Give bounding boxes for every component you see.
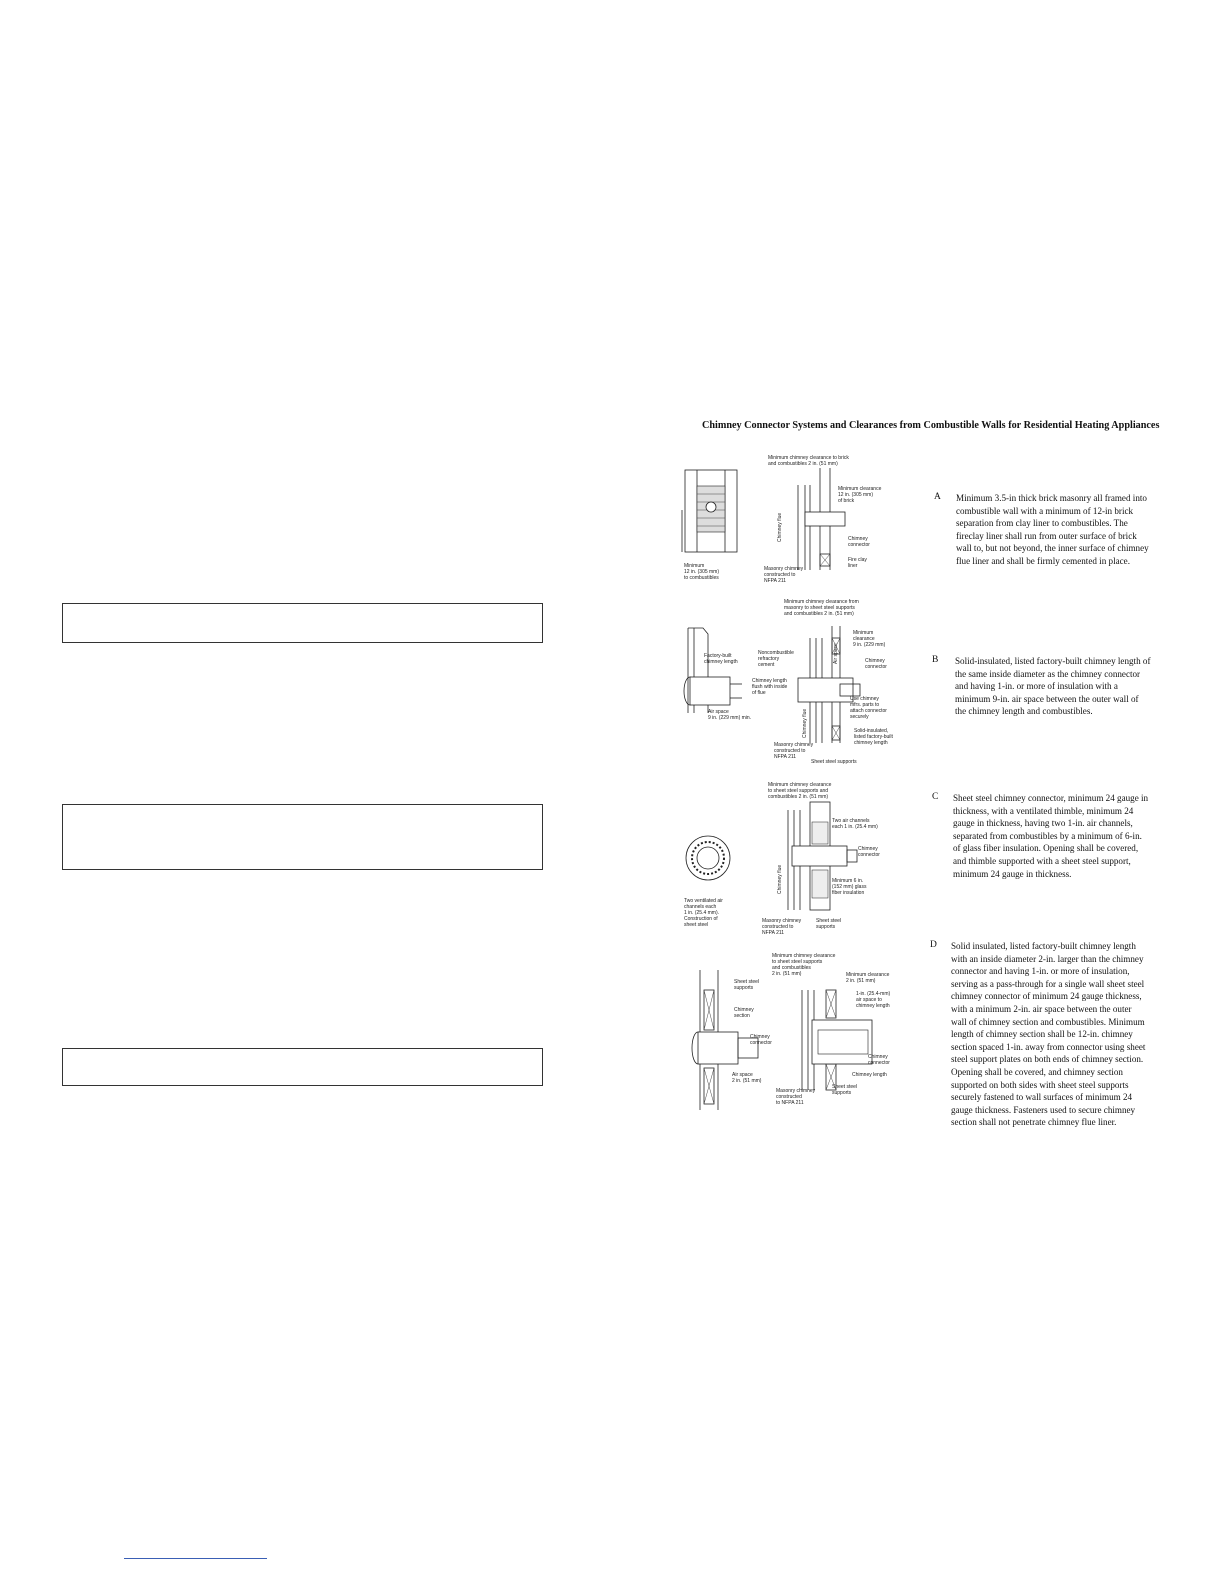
- fig-c-top-note-2: to sheet steel supports and: [768, 788, 829, 794]
- fig-b-top-note-2: masonry to sheet steel supports: [784, 605, 855, 611]
- fig-b-masonry-1: Masonry chimney: [774, 742, 814, 748]
- figure-a-wall-elevation: [682, 470, 737, 552]
- section-d-letter: D: [930, 940, 937, 950]
- figure-a: [680, 450, 910, 600]
- fig-d-connector-l-1: Chimney: [750, 1034, 770, 1040]
- fig-d-connector-l-2: connector: [750, 1040, 772, 1046]
- fig-d-supports-r-1: Sheet steel: [832, 1084, 858, 1090]
- fig-d-connector-r-1: Chimney: [868, 1054, 888, 1060]
- fig-b-top-note-1: Minimum chimney clearance from: [784, 599, 859, 605]
- fig-d-supports-r-2: supports: [832, 1090, 852, 1096]
- fig-a-top-note-1: Minimum chimney clearance to brick: [768, 455, 849, 461]
- fig-b-factory-1: Factory-built: [704, 653, 732, 659]
- fig-d-connector-r-2: connector: [868, 1060, 890, 1066]
- fig-d-length: Chimney length: [852, 1072, 887, 1078]
- fig-c-connector-1: Chimney: [858, 846, 878, 852]
- fig-a-connector-2: connector: [848, 542, 870, 548]
- document-title: Chimney Connector Systems and Clearances from Combustible Walls for Residential Heating Appliances: [702, 420, 1160, 431]
- fig-d-air-2: 2 in. (51 mm): [732, 1078, 762, 1084]
- fig-d-section-1: Chimney: [734, 1007, 754, 1013]
- fig-c-masonry-1: Masonry chimney: [762, 918, 802, 924]
- fig-b-clear-2: clearance: [853, 636, 875, 642]
- fig-a-min-1: Minimum: [684, 563, 705, 569]
- blank-text-box-2: [62, 804, 543, 870]
- fig-a-top-note-2: and combustibles 2 in. (51 mm): [768, 461, 838, 467]
- section-c-text: Sheet steel chimney connector, minimum 24 gauge in thickness, with a ventilated thimble, minimum 24 gauge in thickness, having two 1-in. air channels, separated from combustibles by a minimum of 6-in. of glass fiber insulation. Opening shall be covered, and thimble supported with a sheet steel support, minimum 24 gauge in thickness.: [953, 793, 1149, 879]
- section-a-text: Minimum 3.5-in thick brick masonry all framed into combustible wall with a minimum of 12-in brick separation from clay liner to combustibles. The fireclay liner shall run from outer surface of brick wall to, but not beyond, the inner surface of chimney flue liner and shall be firmly cemented in place.: [956, 493, 1149, 566]
- fig-b-airspace-1: Air space: [708, 709, 729, 715]
- fig-a-clear-3: of brick: [838, 498, 855, 504]
- blank-text-box-3: [62, 1048, 543, 1086]
- fig-c-glass-3: fiber insulation: [832, 890, 865, 896]
- fig-a-flue: Chimney flue: [777, 512, 783, 542]
- fig-a-min-2: 12 in. (305 mm): [684, 569, 720, 575]
- fig-a-min-3: to combustibles: [684, 575, 719, 581]
- fig-a-masonry-2: constructed to: [764, 572, 796, 578]
- fig-c-connector-2: connector: [858, 852, 880, 858]
- fig-d-section-2: section: [734, 1013, 750, 1019]
- fig-d-clear-2: 2 in. (51 mm): [846, 978, 876, 984]
- figure-d: [680, 950, 912, 1120]
- fig-a-clear-2: 12 in. (305 mm): [838, 492, 874, 498]
- fig-b-solid-3: chimney length: [854, 740, 888, 746]
- figure-c-thimble-end: [686, 836, 730, 880]
- fig-c-vent-2: channels each: [684, 904, 717, 910]
- fig-b-flush-1: Chimney length: [752, 678, 787, 684]
- fig-d-top-note-3: and combustibles: [772, 965, 811, 971]
- figure-a-section: [798, 468, 845, 570]
- fig-b-supports: Sheet steel supports: [811, 759, 857, 765]
- fig-b-top-note-3: and combustibles 2 in. (51 mm): [784, 611, 854, 617]
- fig-c-flue: Chimney flue: [777, 864, 783, 894]
- fig-a-masonry-3: NFPA 211: [764, 578, 787, 584]
- fig-c-supports-1: Sheet steel: [816, 918, 842, 924]
- fig-c-top-note-1: Minimum chimney clearance: [768, 782, 832, 788]
- fig-d-top-note-1: Minimum chimney clearance: [772, 953, 836, 959]
- blank-text-box-1: [62, 603, 543, 643]
- fig-b-solid-1: Solid-insulated,: [854, 728, 889, 734]
- fig-d-top-note-2: to sheet steel supports: [772, 959, 823, 965]
- figure-c: [680, 780, 910, 940]
- section-a-letter: A: [934, 492, 941, 502]
- fig-d-supports-l-1: Sheet steel: [734, 979, 760, 985]
- fig-b-refractory-3: cement: [758, 662, 775, 668]
- fig-d-top-note-4: 2 in. (51 mm): [772, 971, 802, 977]
- fig-b-flush-3: of flue: [752, 690, 766, 696]
- fig-b-masonry-3: NFPA 211: [774, 754, 797, 760]
- fig-c-masonry-2: constructed to: [762, 924, 794, 930]
- fig-c-supports-2: supports: [816, 924, 836, 930]
- fig-d-gap-1: 1-in. (25.4-mm): [856, 991, 891, 997]
- fig-c-glass-1: Minimum 6 in.: [832, 878, 864, 884]
- fig-a-liner-1: Fire clay: [848, 557, 867, 563]
- fig-d-gap-3: chimney length: [856, 1003, 890, 1009]
- fig-b-clear-3: 9 in. (229 mm): [853, 642, 886, 648]
- fig-c-vent-5: sheet steel: [684, 922, 709, 928]
- fig-c-glass-2: (152 mm) glass: [832, 884, 867, 890]
- section-d-text: Solid insulated, listed factory-built chimney length with an inside diameter 2-in. larger than the chimney connector and having 1-in. or more of insulation, serving as a pass-through for a single wall sheet steel chimney connector of minimum 24 gauge thickness, with a minimum 2-in. air space between the outer wall of chimney section and combustibles. Minimum length of chimney section shall be 12-in. chimney section spaced 1-in. away from connector using sheet steel support plates on both ends of chimney section. Opening shall be covered, and chimney section supported on both sides with sheet steel supports securely fastened to wall surfaces of minimum 24 gauge thickness. Fasteners used to secure chimney section shall not penetrate chimney flue liner.: [951, 941, 1146, 1128]
- fig-d-supports-l-2: supports: [734, 985, 754, 991]
- fig-b-use-4: securely: [850, 714, 869, 720]
- fig-b-use-3: attach connector: [850, 708, 887, 714]
- fig-d-masonry-2: constructed: [776, 1094, 802, 1100]
- fig-c-vent-1: Two ventilated air: [684, 898, 723, 904]
- fig-c-vent-4: Construction of: [684, 916, 718, 922]
- fig-b-use-1: Use chimney: [850, 696, 879, 702]
- fig-d-masonry-3: to NFPA 211: [776, 1100, 804, 1106]
- fig-c-vent-3: 1 in. (25.4 mm).: [684, 910, 720, 916]
- fig-b-airspace-2: 9 in. (229 mm) min.: [708, 715, 752, 721]
- fig-a-liner-2: liner: [848, 563, 858, 569]
- fig-b-refractory-2: refractory: [758, 656, 780, 662]
- figure-b: [678, 598, 913, 768]
- fig-d-masonry-1: Masonry chimney: [776, 1088, 816, 1094]
- fig-c-channels-1: Two air channels: [832, 818, 870, 824]
- fig-a-connector-1: Chimney: [848, 536, 868, 542]
- fig-b-flush-2: flush with inside: [752, 684, 788, 690]
- footnote-rule: [124, 1558, 267, 1559]
- fig-b-flue: Chimney flue: [802, 708, 808, 738]
- figure-d-elevation: [692, 970, 758, 1110]
- fig-a-clear-1: Minimum clearance: [838, 486, 882, 492]
- figure-b-elevation: [684, 628, 742, 713]
- fig-d-gap-2: air space to: [856, 997, 882, 1003]
- fig-b-factory-2: chimney length: [704, 659, 738, 665]
- fig-c-channels-2: each 1 in. (25.4 mm): [832, 824, 878, 830]
- fig-c-top-note-3: combustibles 2 in. (51 mm): [768, 794, 829, 800]
- fig-d-clear-1: Minimum clearance: [846, 972, 890, 978]
- fig-b-use-2: mfrs. parts to: [850, 702, 880, 708]
- fig-b-solid-2: listed factory-built: [854, 734, 893, 740]
- fig-b-clear-1: Minimum: [853, 630, 874, 636]
- fig-b-connector-1: Chimney: [865, 658, 885, 664]
- fig-b-connector-2: connector: [865, 664, 887, 670]
- fig-b-air: Air space: [833, 643, 839, 664]
- fig-d-air-1: Air space: [732, 1072, 753, 1078]
- fig-c-masonry-3: NFPA 211: [762, 930, 785, 936]
- fig-b-masonry-2: constructed to: [774, 748, 806, 754]
- section-b-text: Solid-insulated, listed factory-built chimney length of the same inside diameter as the chimney connector and having 1-in. or more of insulation with a minimum 9-in. air space between the outer wall of the chimney length and combustibles.: [955, 656, 1151, 717]
- fig-a-masonry-1: Masonry chimney: [764, 566, 804, 572]
- fig-b-refractory-1: Noncombustible: [758, 650, 794, 656]
- section-b-letter: B: [932, 655, 939, 665]
- section-c-letter: C: [932, 792, 939, 802]
